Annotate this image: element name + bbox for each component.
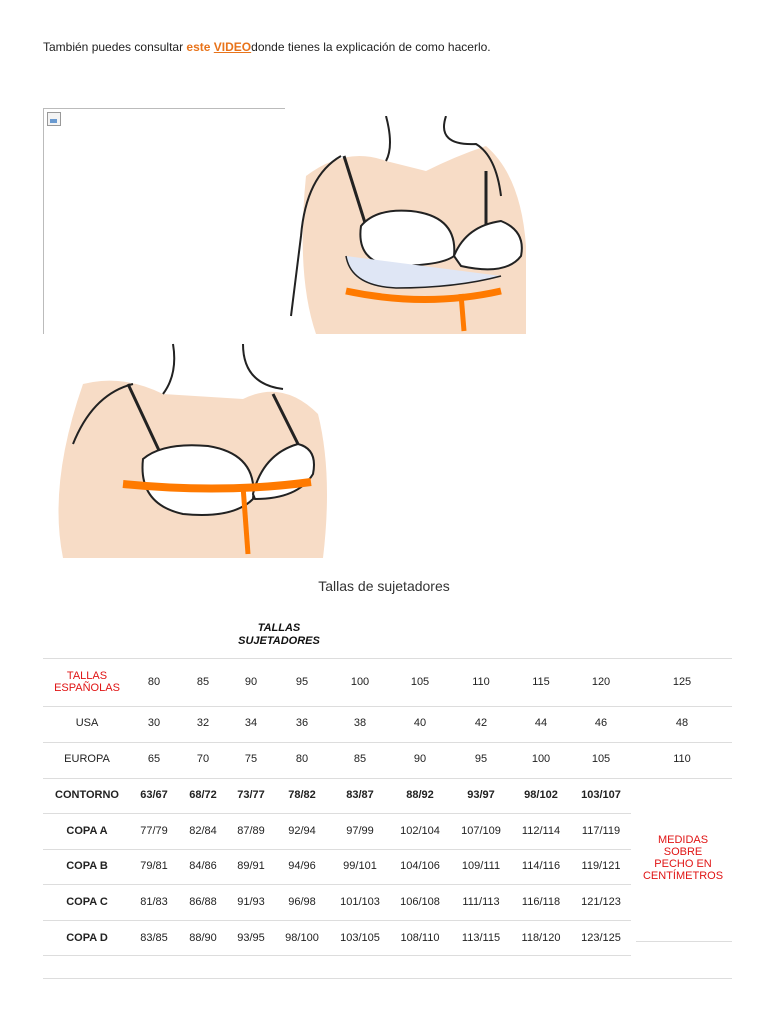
table-cell: 40 (413, 717, 427, 729)
table-cell: 75 (244, 753, 258, 765)
row-label-usa: USA (75, 717, 99, 729)
table-cell: 96/98 (288, 896, 316, 908)
table-cell: 118/120 (521, 932, 561, 944)
table-cell: 89/91 (237, 860, 265, 872)
table-rule (43, 706, 732, 707)
table-cell: 82/84 (189, 825, 217, 837)
table-cell: 121/123 (581, 896, 621, 908)
table-cell: 94/96 (288, 860, 316, 872)
header-size-cell: 110 (472, 676, 490, 688)
table-cell: 91/93 (237, 896, 265, 908)
table-cell: 32 (196, 717, 210, 729)
table-cell: 100 (531, 753, 551, 765)
header-label-tallas-espanolas (43, 670, 131, 694)
table-cell: 103/107 (581, 789, 621, 801)
header-size-cell: 125 (672, 676, 692, 688)
table-rule (43, 884, 631, 885)
table-cell: 107/109 (461, 825, 501, 837)
table-cell: 36 (295, 717, 309, 729)
table-rule (43, 742, 732, 743)
table-cell: 116/118 (521, 896, 561, 908)
table-cell: 63/67 (140, 789, 168, 801)
table-cell: 97/99 (346, 825, 374, 837)
table-cell: 85 (353, 753, 367, 765)
table-cell: 114/116 (521, 860, 561, 872)
table-rule (43, 658, 732, 659)
header-size-cell: 80 (147, 676, 161, 688)
table-cell: 65 (147, 753, 161, 765)
table-cell: 110 (673, 753, 691, 765)
header-size-cell: 120 (591, 676, 611, 688)
table-cell: 101/103 (340, 896, 380, 908)
intro-text (43, 40, 491, 54)
table-cell: 98/102 (524, 789, 558, 801)
table-cell: 46 (594, 717, 608, 729)
table-cell: 93/97 (467, 789, 495, 801)
table-rule (43, 849, 631, 850)
header-size-cell: 90 (244, 676, 258, 688)
table-cell: 79/81 (140, 860, 168, 872)
size-table-subtitle (224, 622, 334, 648)
row-label-europa: EUROPA (64, 753, 110, 765)
table-cell: 88/92 (406, 789, 434, 801)
table-rule (43, 978, 732, 979)
table-cell: 68/72 (189, 789, 217, 801)
table-cell: 38 (353, 717, 367, 729)
table-cell: 117/119 (581, 825, 621, 837)
table-cell: 83/85 (140, 932, 168, 944)
table-cell: 34 (244, 717, 258, 729)
subtitle-line-2: SUJETADORES (238, 635, 320, 647)
row-label-copa-a: COPA A (66, 825, 108, 837)
table-cell: 93/95 (237, 932, 265, 944)
table-cell: 70 (196, 753, 210, 765)
table-cell: 81/83 (140, 896, 168, 908)
table-cell: 112/114 (521, 825, 561, 837)
size-table-title: Tallas de sujetadores (318, 578, 450, 594)
table-cell: 103/105 (340, 932, 380, 944)
table-cell: 99/101 (343, 860, 377, 872)
table-cell: 44 (534, 717, 548, 729)
table-cell: 98/100 (285, 932, 319, 944)
underbust-measure-illustration (286, 116, 536, 334)
table-cell: 87/89 (237, 825, 265, 837)
table-rule (43, 813, 631, 814)
table-cell: 42 (474, 717, 488, 729)
table-cell: 78/82 (288, 789, 316, 801)
table-cell: 106/108 (400, 896, 440, 908)
table-cell: 123/125 (581, 932, 621, 944)
note-line: CENTÍMETROS (642, 870, 724, 882)
table-cell: 104/106 (400, 860, 440, 872)
header-size-cell: 100 (350, 676, 370, 688)
note-line: SOBRE (663, 846, 703, 858)
header-size-cell: 115 (532, 676, 550, 688)
table-cell: 109/111 (461, 860, 501, 872)
row-label-copa-d: COPA D (66, 932, 108, 944)
table-cell: 83/87 (346, 789, 374, 801)
subtitle-line-1: TALLAS (257, 622, 301, 634)
table-rule (636, 941, 732, 942)
broken-image-placeholder (43, 108, 285, 334)
table-cell: 119/121 (581, 860, 621, 872)
broken-image-icon (47, 112, 61, 126)
intro-suffix: donde tienes la explicación de como hacerlo. (251, 40, 491, 54)
header-size-cell: 105 (410, 676, 430, 688)
table-cell: 111/113 (462, 896, 500, 908)
header-label-line-2: ESPAÑOLAS (54, 682, 120, 694)
table-rule (43, 955, 631, 956)
table-cell: 105 (591, 753, 611, 765)
table-cell: 86/88 (189, 896, 217, 908)
video-link[interactable]: VIDEO (213, 40, 252, 54)
table-cell: 113/115 (461, 932, 501, 944)
row-label-contorno: CONTORNO (55, 789, 119, 801)
table-cell: 90 (413, 753, 427, 765)
measurement-note (636, 834, 730, 882)
table-cell: 92/94 (288, 825, 316, 837)
table-rule (43, 778, 732, 779)
table-rule (43, 920, 631, 921)
table-cell: 95 (474, 753, 488, 765)
note-line: MEDIDAS (657, 834, 709, 846)
este-link[interactable]: este (186, 40, 211, 54)
table-cell: 108/110 (400, 932, 440, 944)
table-cell: 48 (675, 717, 689, 729)
header-size-cell: 85 (196, 676, 210, 688)
row-label-copa-c: COPA C (66, 896, 108, 908)
header-size-cell: 95 (295, 676, 309, 688)
intro-prefix: También puedes consultar (43, 40, 187, 54)
bust-measure-illustration (43, 334, 340, 558)
note-line: PECHO EN (654, 858, 712, 870)
table-cell: 77/79 (140, 825, 168, 837)
row-label-copa-b: COPA B (66, 860, 108, 872)
table-cell: 84/86 (189, 860, 217, 872)
table-cell: 80 (295, 753, 309, 765)
table-cell: 102/104 (400, 825, 440, 837)
table-cell: 73/77 (237, 789, 265, 801)
header-label-line-1: TALLAS (66, 670, 108, 682)
table-cell: 88/90 (189, 932, 217, 944)
table-cell: 30 (147, 717, 161, 729)
